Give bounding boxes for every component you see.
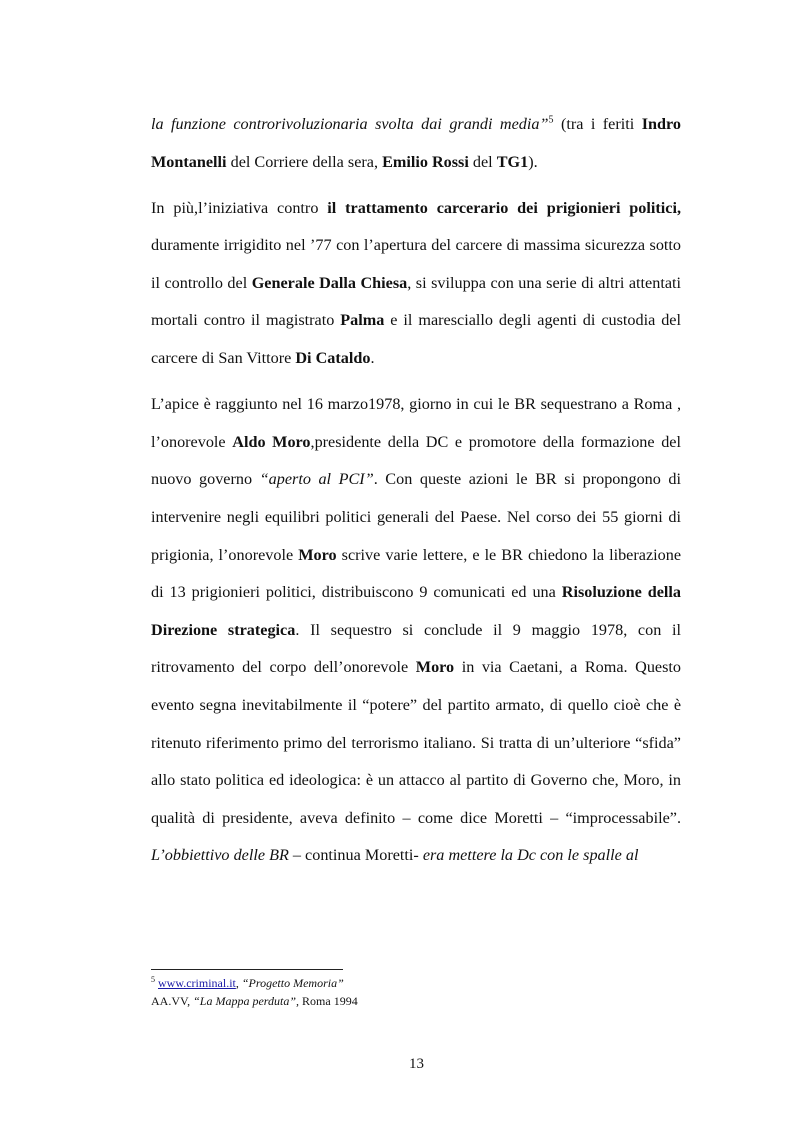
text-run: . [370, 349, 375, 368]
footnote-link[interactable]: www.criminal.it [158, 976, 236, 990]
footnote-marker: 5 [151, 975, 155, 984]
bold-run: Palma [340, 311, 385, 330]
italic-run: era mettere la Dc con le spalle al [422, 846, 639, 865]
text-run: . Il sequestro si conclude il 9 maggio 1978, con il ritrovamento del corpo dell’onorevole [151, 620, 681, 677]
bold-run: Moro [415, 658, 455, 677]
footnote-extra [151, 993, 681, 1011]
paragraph [151, 386, 681, 875]
footnote-ref: 5 [548, 114, 554, 126]
bold-run: Risoluzione della Direzione strategica [151, 583, 681, 639]
text-run: , si sviluppa con una serie di altri attentati mortali contro il magistrato [151, 273, 682, 330]
footnote-authors: AA.VV, [151, 993, 194, 1008]
text-run: – continua Moretti- [288, 846, 423, 865]
body-text [151, 106, 681, 883]
text-run: ,presidente della DC e promotore della formazione del nuovo governo [151, 432, 681, 489]
bold-run: TG1 [496, 152, 529, 171]
footnote-separator [151, 969, 343, 970]
text-run: L’apice è raggiunto nel 16 marzo1978, giorno in cui le BR sequestrano a Roma , l’onorevole [151, 395, 681, 451]
footnote-separator-text: , [235, 976, 242, 990]
text-run: In più,l’iniziativa contro [151, 198, 328, 217]
text-run: in via Caetani, a Roma. Questo evento segna inevitabilmente il “potere” del partito armato, di quello cioè che è ritenuto riferimento primo del terrorismo italiano. Si tratta di un’ulteriore “sfida” allo stato politica ed ideologica: è un attacco al partito di Governo che, Moro, in qualità di presidente, aveva definito – come dice Moretti – “improcessabile”. [151, 658, 681, 827]
italic-run: “aperto al PCI” [259, 470, 374, 489]
text-run: scrive varie lettere, e le BR chiedono la liberazione di 13 prigionieri politici, distribuiscono 9 comunicati ed una [151, 545, 681, 602]
text-run: duramente irrigidito nel ’77 con l’apertura del carcere di massima sicurezza sotto il controllo del [151, 236, 681, 292]
paragraph [151, 106, 681, 181]
text-run: ). [528, 152, 538, 171]
footnote-book-title: “La Mappa perduta”, [193, 993, 300, 1008]
text-run: (tra i feriti [553, 115, 642, 133]
bold-run: Indro Montanelli [151, 115, 681, 171]
text-run: e il maresciallo degli agenti di custodia del carcere di San Vittore [151, 311, 681, 368]
text-run: del Corriere della sera, [226, 152, 383, 171]
italic-run: L’obbiettivo delle BR [151, 846, 289, 865]
footnote-5 [151, 975, 681, 993]
bold-run: Emilio Rossi [382, 152, 469, 171]
bold-run: Di Cataldo [295, 349, 371, 368]
bold-run: Aldo Moro [232, 432, 311, 451]
text-run: . Con queste azioni le BR si propongono di intervenire negli equilibri politici generali del Paese. Nel corso dei 55 giorni di prigionia, l’onorevole [151, 470, 682, 564]
bold-run: il trattamento carcerario dei prigionieri politici, [327, 198, 682, 217]
bold-run: Moro [298, 545, 337, 564]
footnote-place-year: Roma 1994 [299, 993, 358, 1008]
text-run: del [468, 152, 497, 171]
paragraph [151, 190, 681, 378]
footnote-title: “Progetto Memoria” [241, 976, 344, 990]
footnotes [151, 975, 681, 1010]
page-number: 13 [409, 1056, 424, 1072]
italic-run: la funzione controrivoluzionaria svolta dai grandi media” [151, 115, 549, 133]
bold-run: Generale Dalla Chiesa [251, 273, 408, 292]
